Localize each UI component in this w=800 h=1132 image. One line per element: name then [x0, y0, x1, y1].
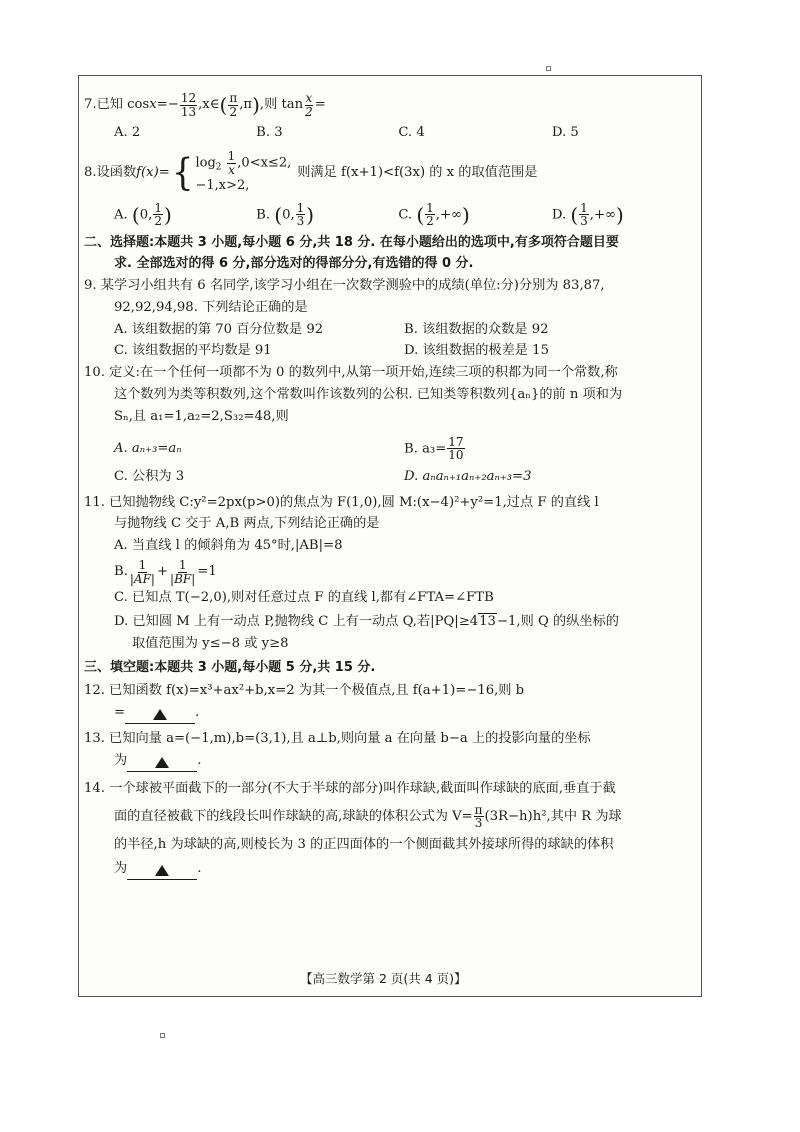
option-a: A. 2 — [114, 125, 141, 141]
question-10-cont-1: 这个数列为类等积数列,这个常数叫作该数列的公积. 已知类等积数列{aₙ}的前 n 项和为 — [114, 387, 623, 403]
triangle-marker-icon — [155, 865, 169, 876]
question-10: 10. 定义:在一个任何一项都不为 0 的数列中,从第一项开始,连续三项的积都为同一个常数,称 — [84, 365, 618, 381]
exam-content — [84, 86, 694, 880]
question-7: 7. 已知 cos x =− $\frac{12}{13}$ ,x∈ ( $\frac{\pi}{2}$ ,π ) ,则 tan $\frac{x}{2}$ = — [84, 91, 326, 119]
option-d: D. ( $\frac{1}{3}$ ,+∞) — [551, 200, 624, 229]
option-a: A. (0, $\frac{1}{2}$ ) — [114, 200, 172, 229]
corner-mark-bottom — [160, 1033, 165, 1038]
section-3-heading: 三、填空题:本题共 3 小题,每小题 5 分,共 15 分. — [84, 659, 376, 675]
triangle-marker-icon — [155, 757, 169, 768]
fraction: $\frac{12}{13}$ — [180, 91, 197, 119]
question-13-cont: 为 . — [114, 752, 694, 772]
question-9-options-row1 — [114, 321, 694, 339]
question-14-cont-3: 为 . — [114, 860, 694, 880]
option-d: D. 该组数据的极差是 15 — [404, 343, 549, 359]
option-c: C. 4 — [398, 125, 425, 141]
question-8-options — [114, 202, 694, 228]
option-a: A. aₙ₊₃=aₙ — [114, 440, 182, 456]
question-11-option-d: D. 已知圆 M 上有一动点 P,抛物线 C 上有一动点 Q,若|PQ|≥413−1,则 Q 的纵坐标的 — [114, 614, 619, 630]
option-b: B. (0, $\frac{1}{3}$ ) — [256, 200, 315, 229]
question-11-option-a: A. 当直线 l 的倾斜角为 45°时,|AB|=8 — [114, 538, 343, 554]
question-10-options-row2 — [114, 468, 694, 486]
corner-mark-top — [546, 66, 551, 71]
option-b: B. 3 — [256, 125, 283, 141]
question-10-options-row1 — [114, 436, 694, 462]
page-footer: 【高三数学第 2 页(共 4 页)】 — [300, 971, 467, 986]
option-d: D. aₙaₙ₊₁aₙ₊₂aₙ₊₃=3 — [404, 468, 532, 484]
option-c: C. 公积为 3 — [114, 468, 185, 484]
question-14-cont-2: 的半径,h 为球缺的高,则棱长为 3 的正四面体的一个侧面截其外接球所得的球缺的体积 — [114, 836, 614, 852]
question-8: 8. 设函数 f(x)= { $\log_2$ $\frac{1}{x}$ ,0<x≤2, −1,x>2, 则满足 f(x+1)<f(3x) 的 x 的取值范围是 — [84, 149, 538, 195]
question-7-options — [114, 124, 694, 142]
question-11-option-b: B. $\frac{1}{|AF|}$ + $\frac{1}{|BF|}$ =1 — [114, 558, 217, 586]
option-d: D. 5 — [551, 125, 579, 141]
question-12-cont: = . — [114, 704, 694, 724]
section-2-heading-cont: 求. 全部选对的得 6 分,部分选对的得部分分,有选错的得 0 分. — [114, 256, 474, 272]
option-c: C. ( $\frac{1}{2}$ ,+∞) — [398, 200, 470, 229]
triangle-marker-icon — [153, 709, 167, 720]
question-12: 12. 已知函数 f(x)=x³+ax²+b,x=2 为其一个极值点,且 f(a+1)=−16,则 b — [84, 683, 525, 699]
question-11-cont: 与抛物线 C 交于 A,B 两点,下列结论正确的是 — [114, 516, 380, 532]
question-14: 14. 一个球被平面截下的一部分(不大于半球的部分)叫作球缺,截面叫作球缺的底面,垂直于截 — [84, 780, 616, 796]
question-9-cont: 92,92,94,98. 下列结论正确的是 — [114, 299, 308, 315]
question-11: 11. 已知抛物线 C:y²=2px(p>0)的焦点为 F(1,0),圆 M:(x−4)²+y²=1,过点 F 的直线 l — [84, 494, 599, 510]
option-c: C. 该组数据的平均数是 91 — [114, 343, 272, 359]
piecewise-brace: { — [171, 150, 194, 195]
option-b: B. 该组数据的众数是 92 — [404, 321, 549, 337]
section-2-heading: 二、选择题:本题共 3 小题,每小题 6 分,共 18 分. 在每小题给出的选项中,有多项符合题目要 — [84, 234, 619, 250]
question-9-options-row2 — [114, 342, 694, 360]
question-10-cont-2: Sₙ,且 a₁=1,a₂=2,S₃₂=48,则 — [114, 408, 289, 424]
question-11-option-d-cont: 取值范围为 y≤−8 或 y≥8 — [132, 635, 289, 651]
question-14-cont-1: 面的直径被截下的线段长叫作球缺的高,球缺的体积公式为 V= $\frac{\pi}{3}$ (3R−h)h²,其中 R 为球 — [114, 802, 622, 831]
answer-blank[interactable] — [127, 863, 197, 880]
question-11-option-c: C. 已知点 T(−2,0),则对任意过点 F 的直线 l,都有∠FTA=∠FTB — [114, 590, 494, 606]
answer-blank[interactable] — [125, 707, 195, 724]
answer-blank[interactable] — [127, 755, 197, 772]
question-13: 13. 已知向量 a=(−1,m),b=(3,1),且 a⊥b,则向量 a 在向量 b−a 上的投影向量的坐标 — [84, 731, 591, 747]
question-9: 9. 某学习小组共有 6 名同学,该学习小组在一次数学测验中的成绩(单位:分)分别为 83,87, — [84, 277, 605, 293]
option-b: B. a₃= $\frac{17}{10}$ — [404, 434, 464, 463]
piecewise-cases: $\log_2$ $\frac{1}{x}$ ,0<x≤2, −1,x>2, — [195, 149, 292, 194]
option-a: A. 该组数据的第 70 百分位数是 92 — [114, 321, 324, 337]
